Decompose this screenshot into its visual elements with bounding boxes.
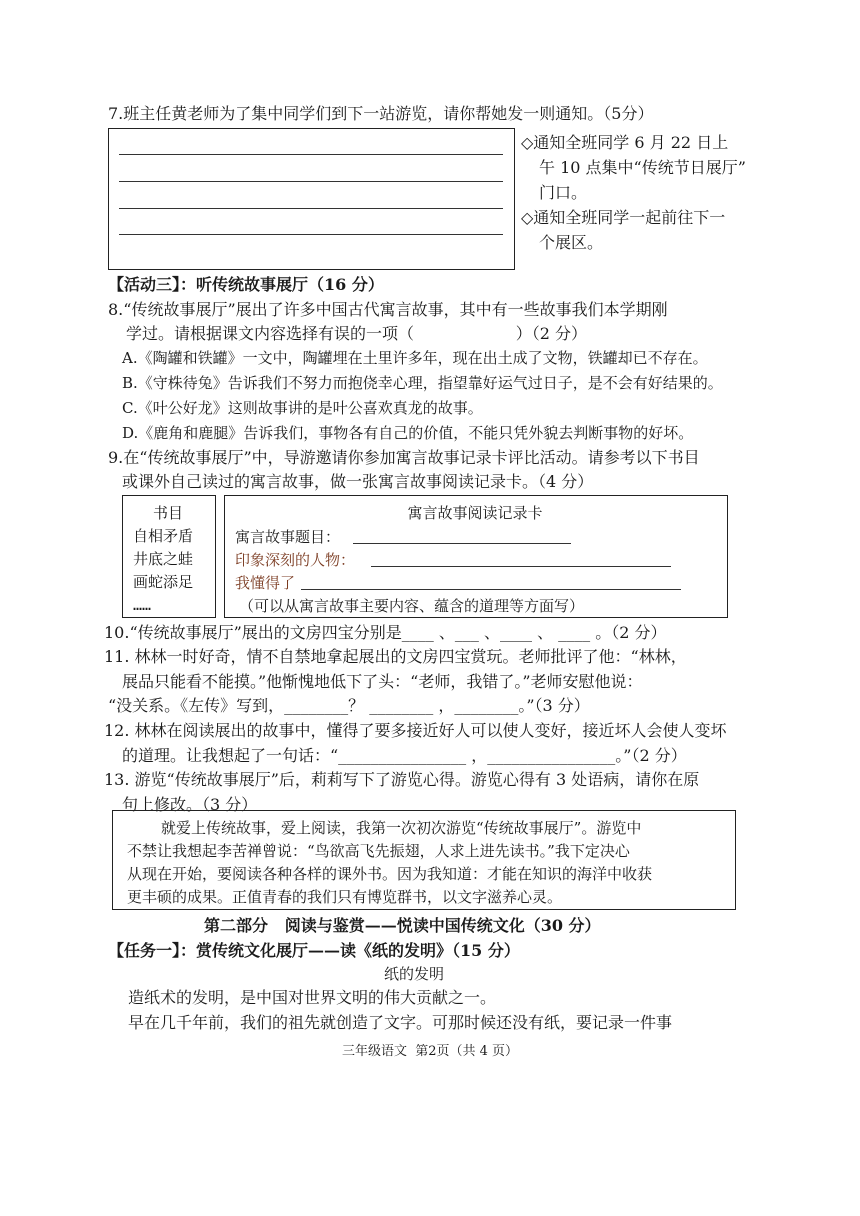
passage-line: 更丰硕的成果。正值青春的我们只有博览群书，以文字滋养心灵。	[127, 888, 563, 906]
answer-line	[119, 154, 503, 155]
passage-line: 从现在开始，要阅读各种各样的课外书。因为我知道：才能在知识的海洋中收获	[127, 865, 653, 883]
booklist-item: 井底之蛙	[133, 550, 194, 568]
q8-option-d[interactable]: D.《鹿角和鹿腿》告诉我们，事物各有自己的价值，不能只凭外貌去判断事物的好坏。	[122, 424, 694, 442]
q8-stem-2: 学过。请根据课文内容选择有误的一项（ ）（2 分）	[126, 324, 587, 343]
q13-line-2: 句上修改。（3 分）	[122, 795, 258, 814]
answer-line[interactable]	[301, 589, 681, 590]
card-title: 寓言故事阅读记录卡	[407, 504, 543, 522]
task-1-title: 【任务一】：赏传统文化展厅——读《纸的发明》（15 分）	[108, 941, 520, 960]
booklist-item: 画蛇添足	[133, 573, 194, 591]
answer-line[interactable]	[371, 566, 671, 567]
article-paragraph: 早在几千年前，我们的祖先就创造了文字。可那时候还没有纸，要记录一件事	[128, 1013, 673, 1032]
card-note: （可以从寓言故事主要内容、蕴含的道理等方面写）	[239, 597, 585, 615]
q12-line-1: 12. 林林在阅读展出的故事中，懂得了要多接近好人可以使人变好，接近坏人会使人变坏	[104, 721, 727, 740]
q7-answer-box[interactable]	[108, 128, 515, 270]
booklist-title: 书目	[152, 504, 183, 522]
q11-line-2: 展品只能看不能摸。”他惭愧地低下了头：“老师，我错了。”老师安慰他说：	[122, 672, 643, 691]
q8-option-a[interactable]: A.《陶罐和铁罐》一文中，陶罐埋在土里许多年，现在出土成了文物，铁罐却已不存在。	[122, 349, 708, 367]
q8-stem-1: 8.“传统故事展厅”展出了许多中国古代寓言故事，其中有一些故事我们本学期刚	[108, 300, 668, 319]
booklist-item: ……	[133, 596, 152, 614]
q10-text: 10.“传统故事展厅”展出的文房四宝分别是____ 、___ 、____ 、 ____ 。（2 分）	[104, 623, 667, 642]
q7-hint-2: ◇通知全班同学一起前往下一 个展区。	[521, 208, 726, 252]
card-field-lesson: 我懂得了	[235, 574, 296, 592]
card-field-character: 印象深刻的人物：	[235, 551, 356, 569]
q12-line-2: 的道理。让我想起了一句话：“________________ ，________________。”（2 分）	[122, 746, 687, 765]
q7-hint-1: ◇通知全班同学 6 月 22 日上 午 10 点集中“传统节日展厅” 门口。	[521, 133, 746, 202]
q11-line-1: 11. 林林一时好奇，情不自禁地拿起展出的文房四宝赏玩。老师批评了他：“林林，	[104, 647, 687, 666]
q13-passage-box	[112, 810, 736, 910]
q7-question: 7.班主任黄老师为了集中同学们到下一站游览，请你帮她发一则通知。（5分）	[108, 104, 654, 123]
part-2-title: 第二部分 阅读与鉴赏——悦读中国传统文化（30 分）	[204, 916, 601, 935]
answer-line	[119, 181, 503, 182]
q9-stem-1: 9.在“传统故事展厅”中，导游邀请你参加寓言故事记录卡评比活动。请参考以下书目	[108, 448, 700, 467]
passage-line: 就爱上传统故事，爱上阅读，我第一次初次游览“传统故事展厅”。游览中	[161, 819, 642, 837]
card-field-title: 寓言故事题目：	[235, 528, 341, 546]
answer-line	[119, 208, 503, 209]
passage-line: 不禁让我想起李苦禅曾说：“鸟欲高飞先振翅，人求上进先读书。”我下定决心	[127, 842, 630, 860]
article-title: 纸的发明	[384, 965, 445, 983]
q8-option-b[interactable]: B.《守株待兔》告诉我们不努力而抱侥幸心理，指望靠好运气过日子，是不会有好结果的。	[122, 374, 723, 392]
page-footer: 三年级语文 第2页（共 4 页）	[341, 1044, 519, 1059]
q8-option-c[interactable]: C.《叶公好龙》这则故事讲的是叶公喜欢真龙的故事。	[122, 399, 483, 417]
q9-stem-2: 或课外自己读过的寓言故事，做一张寓言故事阅读记录卡。（4 分）	[122, 472, 594, 491]
booklist-item: 自相矛盾	[133, 527, 194, 545]
q13-line-1: 13. 游览“传统故事展厅”后，莉莉写下了游览心得。游览心得有 3 处语病，请你在原	[104, 770, 700, 789]
q11-line-3: “没关系。《左传》写到，________？ ________ ，________。”（3 分）	[108, 696, 590, 715]
answer-line	[119, 234, 503, 235]
article-paragraph: 造纸术的发明，是中国对世界文明的伟大贡献之一。	[128, 988, 497, 1007]
activity-3-title: 【活动三】：听传统故事展厅（16 分）	[108, 275, 384, 294]
booklist-box	[122, 495, 216, 618]
reading-record-card[interactable]	[224, 495, 728, 618]
answer-line[interactable]	[353, 543, 571, 544]
